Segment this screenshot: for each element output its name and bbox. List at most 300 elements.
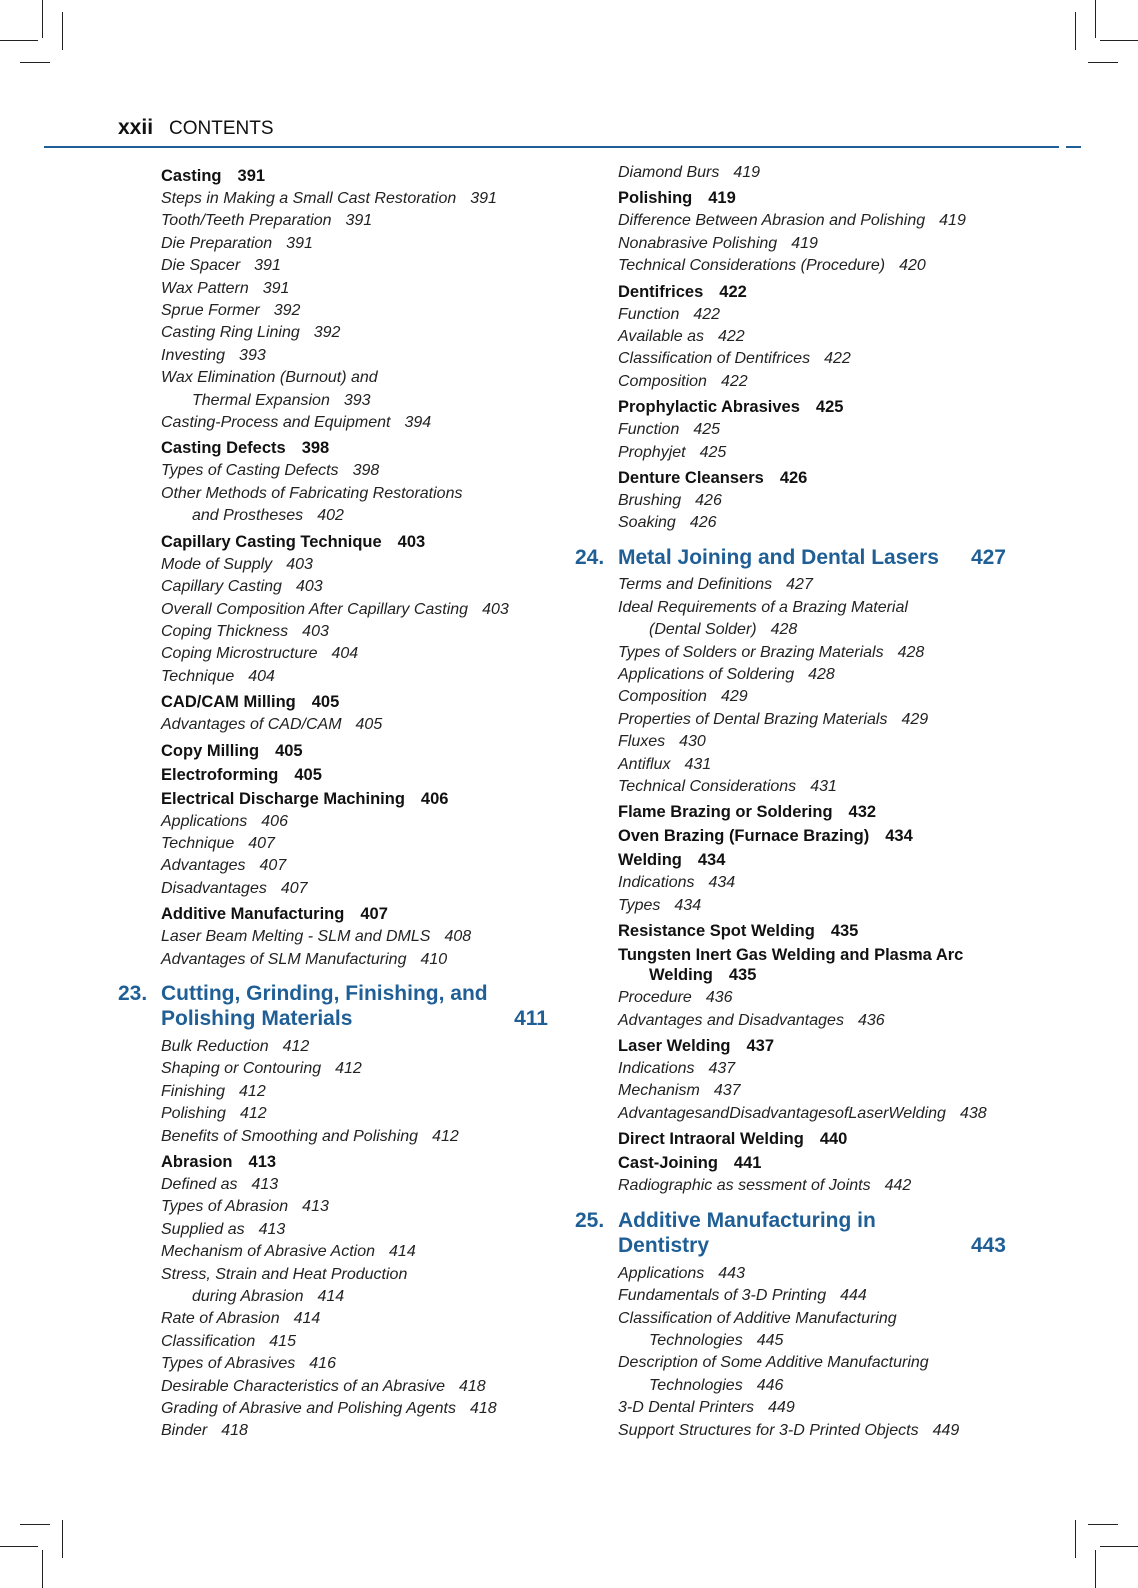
subsection-title-continued: Thermal Expansion: [192, 391, 330, 409]
subsection-entry[interactable]: [161, 1103, 548, 1125]
section-title-continued: Welding: [649, 966, 713, 985]
subsection-title: Rate of Abrasion: [161, 1310, 280, 1328]
subsection-entry[interactable]: [161, 210, 548, 232]
subsection-page-number: 436: [705, 989, 733, 1007]
crop-mark: [62, 12, 63, 50]
subsection-entry[interactable]: [161, 322, 548, 344]
subsection-page-number: 445: [756, 1331, 784, 1349]
subsection-entry[interactable]: [618, 371, 1006, 393]
section-page-number: 407: [360, 905, 388, 924]
subsection-title: Technique: [161, 834, 235, 852]
subsection-title-continued: during Abrasion: [192, 1288, 304, 1306]
section-heading[interactable]: [618, 282, 1006, 302]
subsection-title: Soaking: [618, 514, 676, 532]
section-heading[interactable]: [618, 1036, 1006, 1056]
subsection-page-number: 420: [899, 257, 926, 275]
subsection-page-number: 404: [248, 667, 275, 685]
section-page-number: 413: [248, 1153, 277, 1171]
section-title: Dentifrices: [618, 282, 704, 301]
subsection-title: Indications: [618, 874, 695, 892]
section-title: Denture Cleansers: [618, 469, 764, 488]
chapter-title: Metal Joining and Dental Lasers: [618, 545, 939, 569]
subsection-title: Procedure: [618, 989, 692, 1007]
subsection-page-number: 418: [458, 1377, 486, 1395]
subsection-entry[interactable]: [618, 1420, 1006, 1442]
subsection-entry[interactable]: [161, 255, 548, 277]
subsection-entry[interactable]: [161, 599, 548, 621]
subsection-entry[interactable]: [618, 326, 1006, 348]
subsection-title: Fundamentals of 3-D Printing: [618, 1287, 827, 1305]
subsection-page-number: 419: [791, 234, 818, 252]
subsection-title: Coping Thickness: [161, 622, 289, 640]
subsection-title: Mode of Supply: [161, 555, 273, 573]
crop-mark: [42, 0, 43, 38]
subsection-entry[interactable]: [161, 1398, 548, 1420]
subsection-entry[interactable]: [161, 367, 548, 412]
subsection-page-number: 405: [355, 716, 383, 734]
section-title: Abrasion: [161, 1153, 233, 1171]
subsection-title: Sprue Former: [161, 302, 260, 320]
subsection-title-continued-line: [161, 1286, 548, 1308]
subsection-entry[interactable]: [161, 1196, 548, 1218]
chapter-number: 25.: [575, 1208, 605, 1232]
subsection-page-number: 393: [239, 346, 266, 364]
subsection-page-number: 412: [239, 1105, 267, 1123]
subsection-page-number: 444: [840, 1287, 867, 1305]
subsection-title: Indications: [618, 1060, 695, 1078]
subsection-title: Overall Composition After Capillary Casting: [161, 600, 469, 618]
chapter-page-number: 411: [514, 1007, 548, 1031]
section-heading[interactable]: [161, 692, 548, 712]
section-heading[interactable]: [161, 1152, 548, 1172]
section-page-number: 426: [779, 469, 808, 488]
subsection-title: Function: [618, 421, 680, 439]
section-page-number: 405: [294, 765, 322, 784]
running-header: [118, 116, 274, 140]
subsection-page-number: 391: [286, 234, 313, 252]
subsection-page-number: 403: [302, 622, 329, 640]
section-heading[interactable]: [618, 850, 1006, 870]
section-page-number: 406: [420, 789, 449, 808]
subsection-page-number: 414: [293, 1310, 321, 1328]
subsection-entry[interactable]: [618, 1285, 1006, 1307]
subsection-entry[interactable]: [161, 188, 548, 210]
subsection-entry[interactable]: [161, 233, 548, 255]
subsection-entry[interactable]: [161, 1420, 548, 1442]
subsection-entry[interactable]: [161, 1219, 548, 1241]
subsection-page-number: 426: [695, 492, 722, 510]
subsection-entry[interactable]: [161, 666, 548, 688]
subsection-title: Composition: [618, 688, 707, 706]
subsection-entry[interactable]: [618, 255, 1006, 277]
section-title: Capillary Casting Technique: [161, 532, 382, 551]
subsection-title: Technical Considerations (Procedure): [618, 257, 886, 275]
section-page-number: 405: [275, 741, 303, 760]
subsection-entry[interactable]: [161, 300, 548, 322]
section-title: Polishing: [618, 189, 693, 208]
section-title: Direct Intraoral Welding: [618, 1130, 804, 1149]
section-page-number: 437: [746, 1037, 775, 1056]
chapter-title: Additive Manufacturing in: [618, 1208, 876, 1232]
subsection-title: Types of Abrasion: [161, 1198, 289, 1216]
subsection-entry[interactable]: [161, 1241, 548, 1263]
subsection-entry[interactable]: [161, 1264, 548, 1309]
subsection-title-continued-line: [618, 1375, 1006, 1397]
subsection-page-number: 422: [717, 328, 745, 346]
subsection-title: Desirable Characteristics of an Abrasive: [161, 1377, 445, 1395]
subsection-title-continued-line: [161, 390, 548, 412]
subsection-entry[interactable]: [618, 1103, 1006, 1125]
subsection-page-number: 425: [693, 421, 721, 439]
subsection-entry[interactable]: [161, 1353, 548, 1375]
subsection-page-number: 398: [352, 462, 380, 480]
section-heading[interactable]: [618, 1153, 1006, 1173]
section-page-number: 405: [311, 693, 340, 712]
subsection-page-number: 434: [708, 874, 736, 892]
subsection-title: 3-D Dental Printers: [618, 1399, 755, 1417]
section-heading[interactable]: [161, 166, 548, 186]
section-heading[interactable]: [618, 921, 1006, 941]
subsection-title: Prophyjet: [618, 443, 686, 461]
subsection-entry[interactable]: [618, 642, 1006, 664]
subsection-title: Benefits of Smoothing and Polishing: [161, 1127, 419, 1145]
section-heading[interactable]: [618, 826, 1006, 846]
subsection-page-number: 412: [432, 1127, 459, 1145]
subsection-page-number: 418: [470, 1400, 497, 1418]
section-page-number: 432: [848, 803, 877, 822]
section-page-number: 440: [819, 1130, 848, 1149]
section-heading[interactable]: [618, 468, 1006, 488]
subsection-page-number: 394: [404, 414, 432, 432]
subsection-page-number: 391: [345, 212, 373, 230]
subsection-entry[interactable]: [618, 1080, 1006, 1102]
subsection-entry[interactable]: [618, 686, 1006, 708]
subsection-page-number: 407: [280, 879, 308, 897]
subsection-page-number: 412: [239, 1082, 266, 1100]
subsection-entry[interactable]: [161, 278, 548, 300]
subsection-title: Function: [618, 305, 680, 323]
subsection-entry[interactable]: [161, 714, 548, 736]
subsection-title: Fluxes: [618, 733, 666, 751]
section-page-number: 403: [397, 532, 426, 551]
crop-mark: [1100, 40, 1138, 41]
subsection-title-continued: Technologies: [649, 1331, 743, 1349]
subsection-entry[interactable]: [618, 872, 1006, 894]
subsection-page-number: 442: [884, 1177, 912, 1195]
subsection-title-continued-line: [618, 1330, 1006, 1352]
subsection-entry[interactable]: [618, 1308, 1006, 1353]
subsection-page-number: 427: [786, 576, 813, 594]
crop-mark: [0, 1546, 38, 1547]
subsection-page-number: 402: [317, 507, 344, 525]
section-title: Copy Milling: [161, 741, 260, 760]
section-page-number: 435: [830, 922, 859, 941]
subsection-title: Applications: [161, 812, 248, 830]
chapter-title: Cutting, Grinding, Finishing, and: [161, 981, 488, 1005]
subsection-entry[interactable]: [161, 949, 548, 971]
subsection-entry[interactable]: [618, 304, 1006, 326]
subsection-title-continued: (Dental Solder): [649, 621, 757, 639]
subsection-title-continued-line: [618, 619, 1006, 641]
subsection-title: Composition: [618, 372, 707, 390]
subsection-page-number: 392: [273, 302, 301, 320]
subsection-entry[interactable]: [161, 855, 548, 877]
subsection-page-number: 416: [309, 1355, 336, 1373]
crop-mark: [1088, 62, 1118, 63]
subsection-title: Advantages and Disadvantages: [618, 1011, 844, 1029]
subsection-title-continued-line: [161, 505, 548, 527]
chapter-title-continued: Polishing Materials: [161, 1007, 353, 1031]
subsection-entry[interactable]: [618, 162, 1006, 184]
chapter-heading[interactable]: [575, 545, 1006, 571]
subsection-page-number: 392: [313, 324, 341, 342]
subsection-entry[interactable]: [618, 597, 1006, 642]
section-heading[interactable]: [161, 789, 548, 809]
subsection-page-number: 422: [824, 350, 851, 368]
subsection-title: Stress, Strain and Heat Production: [161, 1265, 408, 1283]
section-heading[interactable]: [161, 904, 548, 924]
section-heading[interactable]: [618, 397, 1006, 417]
subsection-entry[interactable]: [618, 987, 1006, 1009]
subsection-page-number: 403: [286, 555, 313, 573]
subsection-title: Nonabrasive Polishing: [618, 234, 778, 252]
section-heading[interactable]: [618, 1129, 1006, 1149]
subsection-entry[interactable]: [618, 754, 1006, 776]
subsection-entry[interactable]: [161, 621, 548, 643]
section-page-number: 425: [815, 398, 844, 417]
subsection-title: Antiflux: [618, 755, 671, 773]
section-page-number: 435: [728, 966, 757, 985]
subsection-entry[interactable]: [161, 833, 548, 855]
subsection-page-number: 429: [720, 688, 748, 706]
subsection-page-number: 428: [770, 621, 798, 639]
section-title: Casting Defects: [161, 439, 286, 458]
subsection-entry[interactable]: [618, 1010, 1006, 1032]
subsection-page-number: 414: [389, 1243, 416, 1261]
subsection-title: Steps in Making a Small Cast Restoration: [161, 190, 457, 207]
subsection-entry[interactable]: [161, 483, 548, 528]
subsection-page-number: 425: [699, 443, 727, 461]
section-page-number: 434: [697, 851, 726, 870]
header-rule-tick: [1066, 146, 1081, 148]
subsection-title: Advantages of CAD/CAM: [161, 716, 342, 734]
subsection-title: Supplied as: [161, 1220, 245, 1238]
subsection-entry[interactable]: [161, 460, 548, 482]
subsection-page-number: 429: [901, 710, 929, 728]
subsection-entry[interactable]: [618, 210, 1006, 232]
section-title: CAD/CAM Milling: [161, 693, 296, 712]
section-title: Resistance Spot Welding: [618, 922, 815, 941]
crop-mark: [1095, 0, 1096, 38]
crop-mark: [62, 1520, 63, 1558]
subsection-entry[interactable]: [618, 895, 1006, 917]
subsection-title: Classification of Dentifrices: [618, 350, 811, 368]
subsection-title: Terms and Definitions: [618, 576, 773, 594]
subsection-page-number: 408: [444, 928, 472, 946]
subsection-entry[interactable]: [618, 1058, 1006, 1080]
subsection-page-number: 434: [674, 896, 702, 914]
section-page-number: 398: [301, 439, 330, 458]
section-title: Electroforming: [161, 765, 279, 784]
section-page-number: 441: [733, 1154, 762, 1173]
subsection-entry[interactable]: [618, 1263, 1006, 1285]
section-heading[interactable]: [161, 765, 548, 785]
section-page-number: 391: [237, 167, 266, 185]
subsection-title: Defined as: [161, 1176, 238, 1193]
subsection-entry[interactable]: [161, 576, 548, 598]
subsection-title: Casting Ring Lining: [161, 324, 300, 342]
crop-mark: [1100, 1546, 1138, 1547]
subsection-title: Technical Considerations: [618, 778, 797, 796]
subsection-title: Types: [618, 896, 661, 914]
subsection-page-number: 449: [932, 1421, 960, 1439]
chapter-heading[interactable]: [118, 981, 548, 1032]
subsection-page-number: 404: [331, 645, 359, 663]
subsection-entry[interactable]: [161, 1376, 548, 1398]
subsection-title: Shaping or Contouring: [161, 1060, 322, 1078]
subsection-entry[interactable]: [618, 233, 1006, 255]
section-heading[interactable]: [161, 438, 548, 458]
subsection-title: Finishing: [161, 1082, 226, 1100]
crop-mark: [20, 62, 50, 63]
subsection-page-number: 413: [302, 1198, 329, 1216]
subsection-page-number: 419: [733, 164, 761, 181]
subsection-entry[interactable]: [618, 512, 1006, 534]
section-page-number: 422: [719, 282, 747, 301]
subsection-page-number: 431: [684, 755, 712, 773]
subsection-page-number: 436: [857, 1011, 885, 1029]
subsection-title: Other Methods of Fabricating Restorations: [161, 484, 463, 502]
subsection-entry[interactable]: [618, 1352, 1006, 1397]
subsection-entry[interactable]: [618, 664, 1006, 686]
subsection-title: Types of Abrasives: [161, 1355, 296, 1373]
subsection-title: Disadvantages: [161, 879, 267, 897]
subsection-entry[interactable]: [618, 1175, 1006, 1197]
subsection-title: Mechanism of Abrasive Action: [161, 1243, 376, 1261]
section-title: Flame Brazing or Soldering: [618, 803, 833, 822]
section-heading[interactable]: [618, 945, 1006, 985]
subsection-entry[interactable]: [161, 1036, 548, 1058]
subsection-title: Polishing: [161, 1105, 226, 1123]
chapter-heading[interactable]: [575, 1208, 1006, 1259]
subsection-page-number: 422: [720, 372, 748, 390]
subsection-title: Wax Elimination (Burnout) and: [161, 369, 378, 387]
subsection-entry[interactable]: [161, 1058, 548, 1080]
subsection-title: Classification of Additive Manufacturing: [618, 1309, 897, 1327]
subsection-entry[interactable]: [161, 643, 548, 665]
subsection-title: Support Structures for 3-D Printed Objects: [618, 1421, 919, 1439]
subsection-page-number: 403: [482, 600, 509, 618]
subsection-entry[interactable]: [161, 811, 548, 833]
subsection-page-number: 412: [335, 1060, 362, 1078]
subsection-page-number: 431: [810, 778, 837, 796]
subsection-title: Ideal Requirements of a Brazing Material: [618, 598, 908, 616]
subsection-entry[interactable]: [618, 574, 1006, 596]
subsection-entry[interactable]: [618, 731, 1006, 753]
subsection-title: Technique: [161, 667, 235, 685]
subsection-entry[interactable]: [618, 442, 1006, 464]
crop-mark: [1088, 1524, 1118, 1525]
subsection-entry[interactable]: [618, 348, 1006, 370]
subsection-entry[interactable]: [161, 1081, 548, 1103]
subsection-title-continued: and Prostheses: [192, 507, 304, 525]
subsection-page-number: 415: [269, 1332, 296, 1350]
section-heading[interactable]: [161, 532, 548, 552]
subsection-page-number: 414: [317, 1288, 345, 1306]
subsection-title: Coping Microstructure: [161, 645, 318, 663]
subsection-entry[interactable]: [161, 1174, 548, 1196]
crop-mark: [1075, 1520, 1076, 1558]
chapter-title-continued: Dentistry: [618, 1234, 710, 1258]
subsection-page-number: 407: [248, 834, 275, 852]
subsection-title: Bulk Reduction: [161, 1037, 269, 1055]
section-title: CONTENTS: [169, 118, 274, 139]
subsection-title: Capillary Casting: [161, 578, 282, 596]
subsection-entry[interactable]: [161, 1331, 548, 1353]
header-rule: [44, 146, 1059, 148]
subsection-page-number: 428: [897, 643, 925, 661]
subsection-entry[interactable]: [161, 345, 548, 367]
subsection-page-number: 426: [689, 514, 717, 532]
crop-mark: [1095, 1550, 1096, 1588]
chapter-page-number: 443: [970, 1234, 1006, 1258]
subsection-page-number: 391: [470, 190, 497, 207]
subsection-entry[interactable]: [618, 419, 1006, 441]
section-title: Casting: [161, 167, 222, 185]
chapter-page-number: 427: [970, 545, 1006, 569]
subsection-title: Tooth/Teeth Preparation: [161, 212, 332, 230]
subsection-entry[interactable]: [618, 490, 1006, 512]
subsection-page-number: 413: [251, 1176, 279, 1193]
chapter-number: 23.: [118, 981, 148, 1005]
subsection-title: AdvantagesandDisadvantagesofLaserWelding: [618, 1104, 946, 1122]
section-title: Cast-Joining: [618, 1154, 718, 1173]
section-heading[interactable]: [618, 188, 1006, 208]
section-title: Laser Welding: [618, 1037, 731, 1056]
subsection-entry[interactable]: [161, 1126, 548, 1148]
subsection-page-number: 437: [713, 1082, 741, 1100]
subsection-entry[interactable]: [161, 412, 548, 434]
section-heading[interactable]: [161, 741, 548, 761]
subsection-page-number: 406: [261, 812, 288, 830]
subsection-page-number: 422: [693, 305, 721, 323]
subsection-entry[interactable]: [618, 776, 1006, 798]
subsection-title: Applications of Soldering: [618, 666, 795, 683]
section-heading[interactable]: [618, 802, 1006, 822]
subsection-page-number: 446: [756, 1376, 784, 1394]
subsection-entry[interactable]: [161, 926, 548, 948]
crop-mark: [20, 1524, 50, 1525]
subsection-page-number: 419: [939, 212, 966, 230]
crop-mark: [1075, 12, 1076, 50]
subsection-page-number: 413: [258, 1220, 286, 1238]
subsection-entry[interactable]: [618, 709, 1006, 731]
subsection-title: Types of Solders or Brazing Materials: [618, 643, 884, 661]
subsection-entry[interactable]: [161, 878, 548, 900]
subsection-page-number: 391: [262, 279, 290, 297]
page-number: xxii: [118, 116, 154, 139]
subsection-entry[interactable]: [161, 1308, 548, 1330]
subsection-page-number: 449: [768, 1399, 795, 1417]
crop-mark: [0, 40, 38, 41]
subsection-title: Binder: [161, 1422, 208, 1440]
subsection-entry[interactable]: [618, 1397, 1006, 1419]
section-title: Oven Brazing (Furnace Brazing): [618, 827, 870, 846]
toc-right-column: [575, 162, 1006, 1442]
subsection-entry[interactable]: [161, 554, 548, 576]
subsection-title: Types of Casting Defects: [161, 462, 339, 480]
subsection-title: Brushing: [618, 492, 682, 510]
